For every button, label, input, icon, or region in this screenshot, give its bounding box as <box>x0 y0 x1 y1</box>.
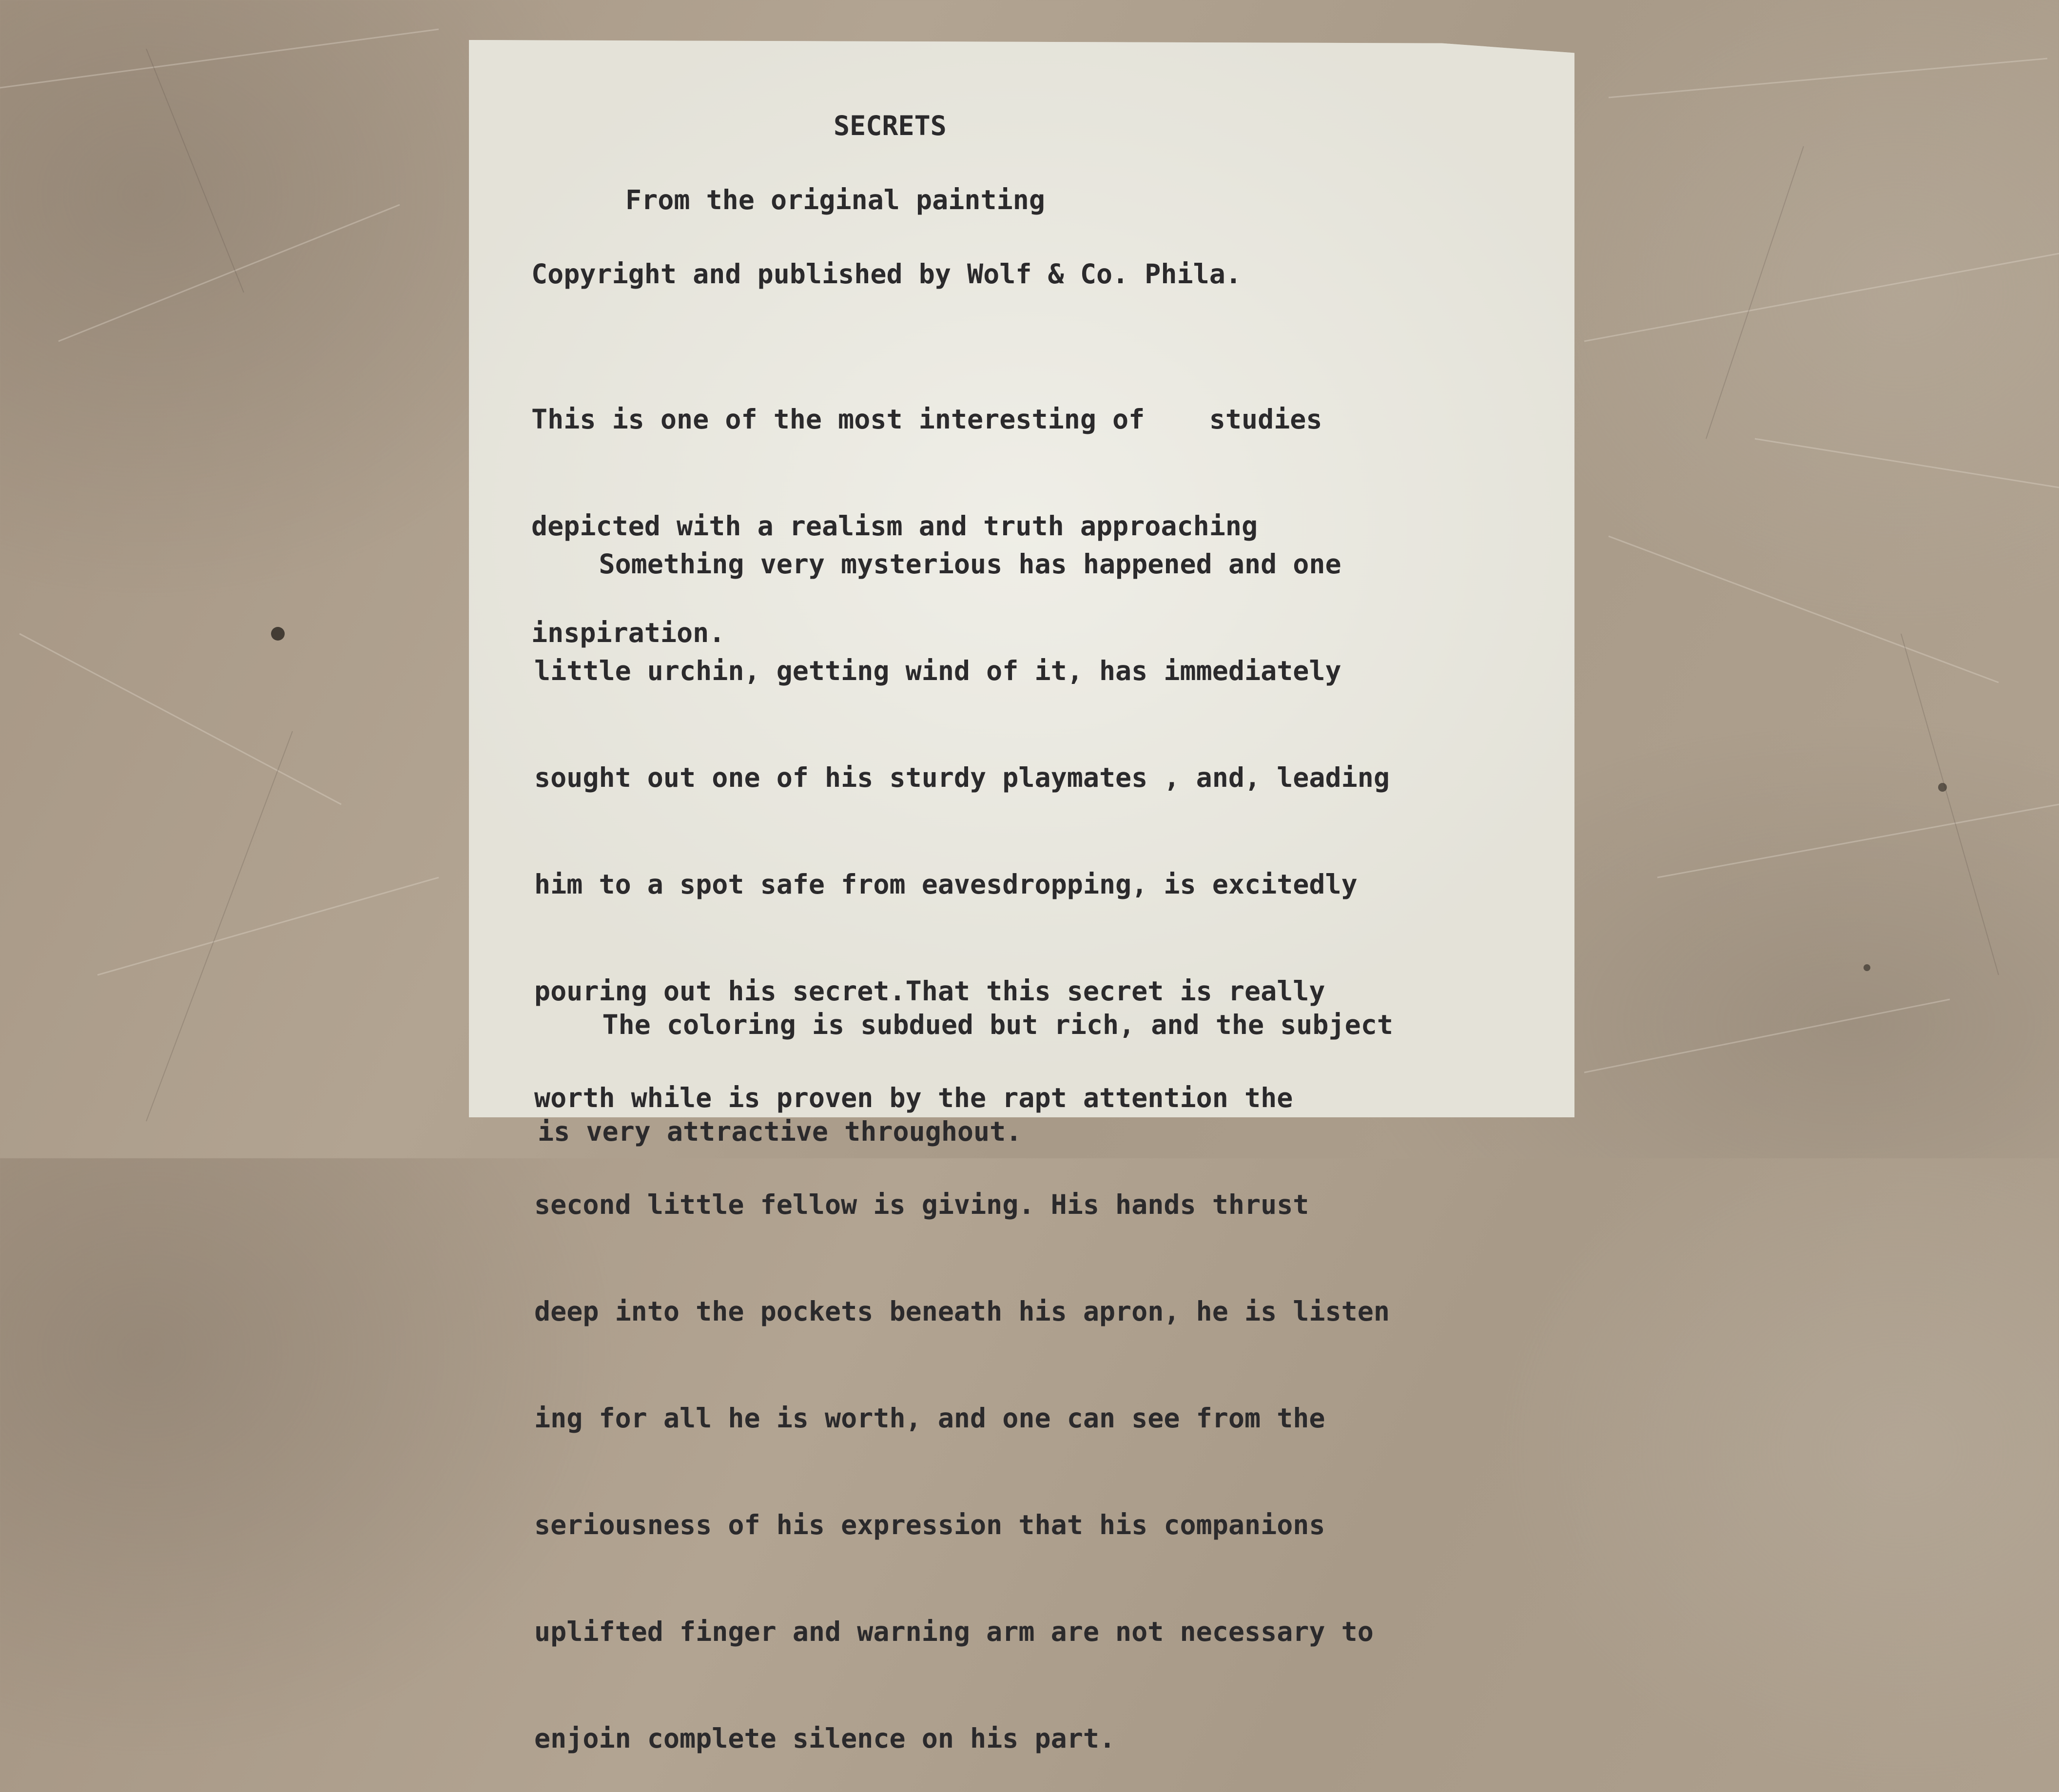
text-line: deep into the pockets beneath his apron, he is listen <box>534 1296 1390 1327</box>
text-line: enjoin complete silence on his part. <box>534 1723 1116 1754</box>
text-line: seriousness of his expression that his companions <box>534 1509 1325 1540</box>
text-line: little urchin, getting wind of it, has immediately <box>534 655 1341 686</box>
text-line: worth while is proven by the rapt attention the <box>534 1082 1293 1113</box>
text-line: second little fellow is giving. His hands thrust <box>534 1189 1309 1220</box>
text-line: uplifted finger and warning arm are not necessary to <box>534 1616 1374 1647</box>
text-line: him to a spot safe from eavesdropping, is excitedly <box>534 869 1358 900</box>
text-line: This is one of the most interesting of studies <box>531 404 1322 435</box>
text-line: The coloring is subdued but rich, and the subject <box>538 1009 1393 1040</box>
paragraph-closing <box>538 936 1393 1185</box>
text-line: inspiration. <box>531 617 725 648</box>
text-line: sought out one of his sturdy playmates , and, leading <box>534 762 1390 793</box>
copyright-line: Copyright and published by Wolf & Co. Phila. <box>531 258 1242 290</box>
document-title: SECRETS <box>834 110 947 141</box>
text-line: Something very mysterious has happened and one <box>534 548 1341 580</box>
text-line: is very attractive throughout. <box>538 1116 1022 1147</box>
text-line: ing for all he is worth, and one can see from the <box>534 1402 1325 1434</box>
document-subtitle: From the original painting <box>625 184 1045 215</box>
text-line: pouring out his secret.That this secret is really <box>534 975 1325 1007</box>
text-line: depicted with a realism and truth approaching <box>531 510 1258 542</box>
